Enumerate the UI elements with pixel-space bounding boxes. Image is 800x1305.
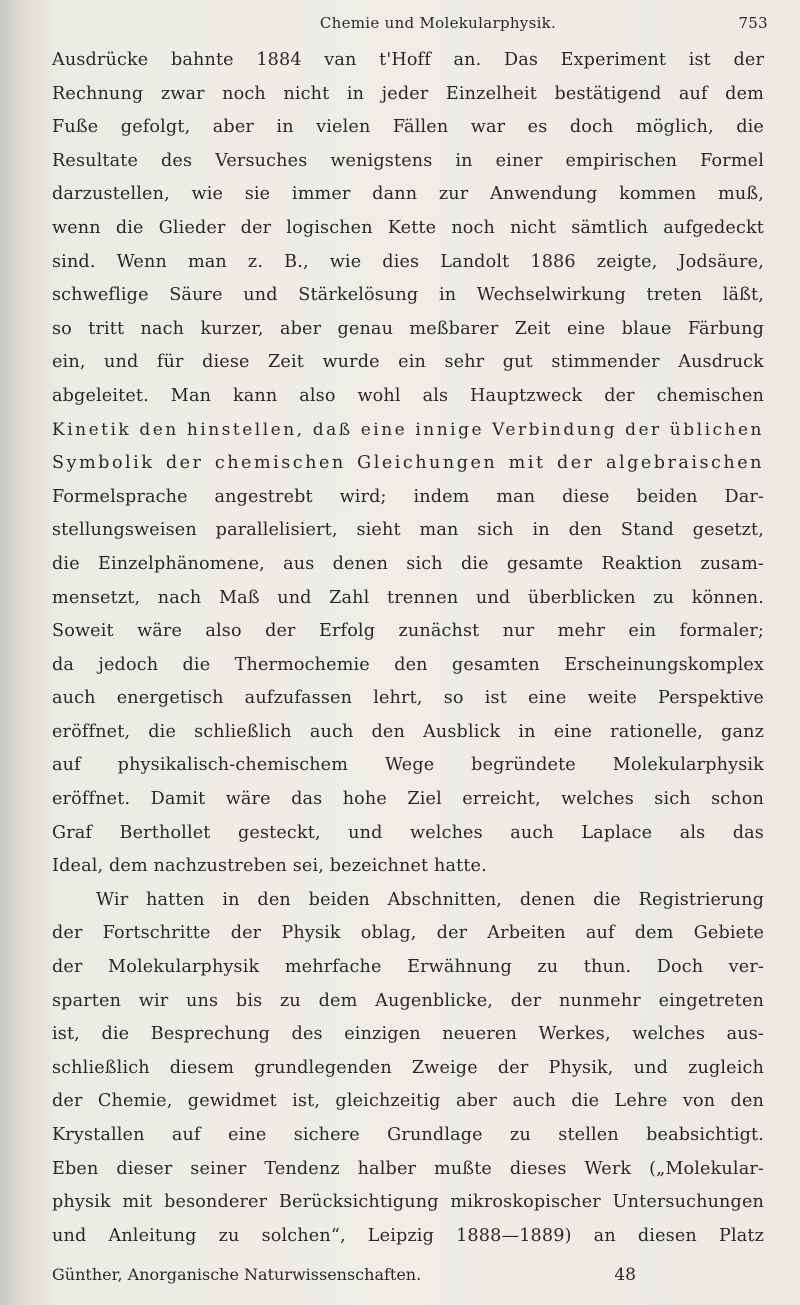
text-line: der Chemie, gewidmet ist, gleichzeitig aber auch die Lehre von den bbox=[52, 1091, 764, 1112]
text-line: eröffnet, die schließlich auch den Ausblick in eine rationelle, ganz bbox=[52, 721, 764, 742]
text-line: wenn die Glieder der logischen Kette noch nicht sämtlich aufgedeckt bbox=[52, 217, 764, 238]
text-line: Fuße gefolgt, aber in vielen Fällen war es doch möglich, die bbox=[52, 117, 764, 138]
footer-text: Günther, Anorganische Naturwissenschaften. bbox=[52, 1265, 422, 1284]
text-line: Wir hatten in den beiden Abschnitten, denen die Registrierung bbox=[96, 889, 764, 910]
text-line: physik mit besonderer Berücksichtigung mikroskopischer Untersuchungen bbox=[52, 1192, 764, 1213]
text-line: schließlich diesem grundlegenden Zweige der Physik, und zugleich bbox=[52, 1057, 764, 1078]
text-line: ein, und für diese Zeit wurde ein sehr gut stimmender Ausdruck bbox=[52, 352, 764, 373]
text-line: sind. Wenn man z. B., wie dies Landolt 1886 zeigte, Jodsäure, bbox=[52, 251, 764, 272]
text-line: schweflige Säure und Stärkelösung in Wechselwirkung treten läßt, bbox=[52, 285, 764, 306]
text-line: Symbolik der chemischen Gleichungen mit der algebraischen bbox=[52, 453, 764, 474]
text-line: Rechnung zwar noch nicht in jeder Einzelheit bestätigend auf dem bbox=[52, 83, 764, 104]
text-line: auf physikalisch-chemischem Wege begründete Molekularphysik bbox=[52, 755, 764, 776]
text-line: sparten wir uns bis zu dem Augenblicke, der nunmehr eingetreten bbox=[52, 990, 764, 1011]
text-line: eröffnet. Damit wäre das hohe Ziel erreicht, welches sich schon bbox=[52, 789, 764, 810]
text-line: ist, die Besprechung des einzigen neueren Werkes, welches aus- bbox=[52, 1024, 764, 1045]
text-line: und Anleitung zu solchen“, Leipzig 1888—1889) an diesen Platz bbox=[52, 1225, 764, 1246]
text-line: der Fortschritte der Physik oblag, der Arbeiten auf dem Gebiete bbox=[52, 923, 764, 944]
body-text bbox=[52, 44, 764, 1253]
page-number: 753 bbox=[738, 14, 768, 32]
text-line: Ideal, dem nachzustreben sei, bezeichnet hatte. bbox=[52, 856, 487, 877]
text-line: mensetzt, nach Maß und Zahl trennen und überblicken zu können. bbox=[52, 587, 764, 608]
text-line: Kinetik den hinstellen, daß eine innige Verbindung der üblichen bbox=[52, 419, 764, 440]
text-line: Graf Berthollet gesteckt, und welches auch Laplace als das bbox=[52, 822, 764, 843]
text-line: auch energetisch aufzufassen lehrt, so ist eine weite Perspektive bbox=[52, 688, 764, 709]
text-line: die Einzelphänomene, aus denen sich die gesamte Reaktion zusam- bbox=[52, 553, 764, 574]
text-line: der Molekularphysik mehrfache Erwähnung zu thun. Doch ver- bbox=[52, 957, 764, 978]
text-line: abgeleitet. Man kann also wohl als Hauptzweck der chemischen bbox=[52, 385, 764, 406]
text-line: darzustellen, wie sie immer dann zur Anwendung kommen muß, bbox=[52, 184, 764, 205]
running-header bbox=[108, 14, 768, 40]
text-line: stellungsweisen parallelisiert, sieht man sich in den Stand gesetzt, bbox=[52, 520, 764, 541]
text-line: da jedoch die Thermochemie den gesamten Erscheinungskomplex bbox=[52, 654, 764, 675]
signature-mark: 48 bbox=[614, 1265, 636, 1285]
text-line: Soweit wäre also der Erfolg zunächst nur mehr ein formaler; bbox=[52, 621, 764, 642]
page-footer bbox=[52, 1265, 764, 1295]
text-line: so tritt nach kurzer, aber genau meßbarer Zeit eine blaue Färbung bbox=[52, 318, 764, 339]
running-title: Chemie und Molekularphysik. bbox=[319, 14, 557, 32]
text-line: Formelsprache angestrebt wird; indem man diese beiden Dar- bbox=[52, 486, 764, 507]
text-line: Ausdrücke bahnte 1884 van t'Hoff an. Das Experiment ist der bbox=[52, 50, 764, 70]
text-line: Eben dieser seiner Tendenz halber mußte dieses Werk („Molekular- bbox=[52, 1158, 764, 1179]
text-line: Resultate des Versuches wenigstens in einer empirischen Formel bbox=[52, 150, 764, 171]
text-line: Krystallen auf eine sichere Grundlage zu stellen beabsichtigt. bbox=[52, 1125, 764, 1145]
